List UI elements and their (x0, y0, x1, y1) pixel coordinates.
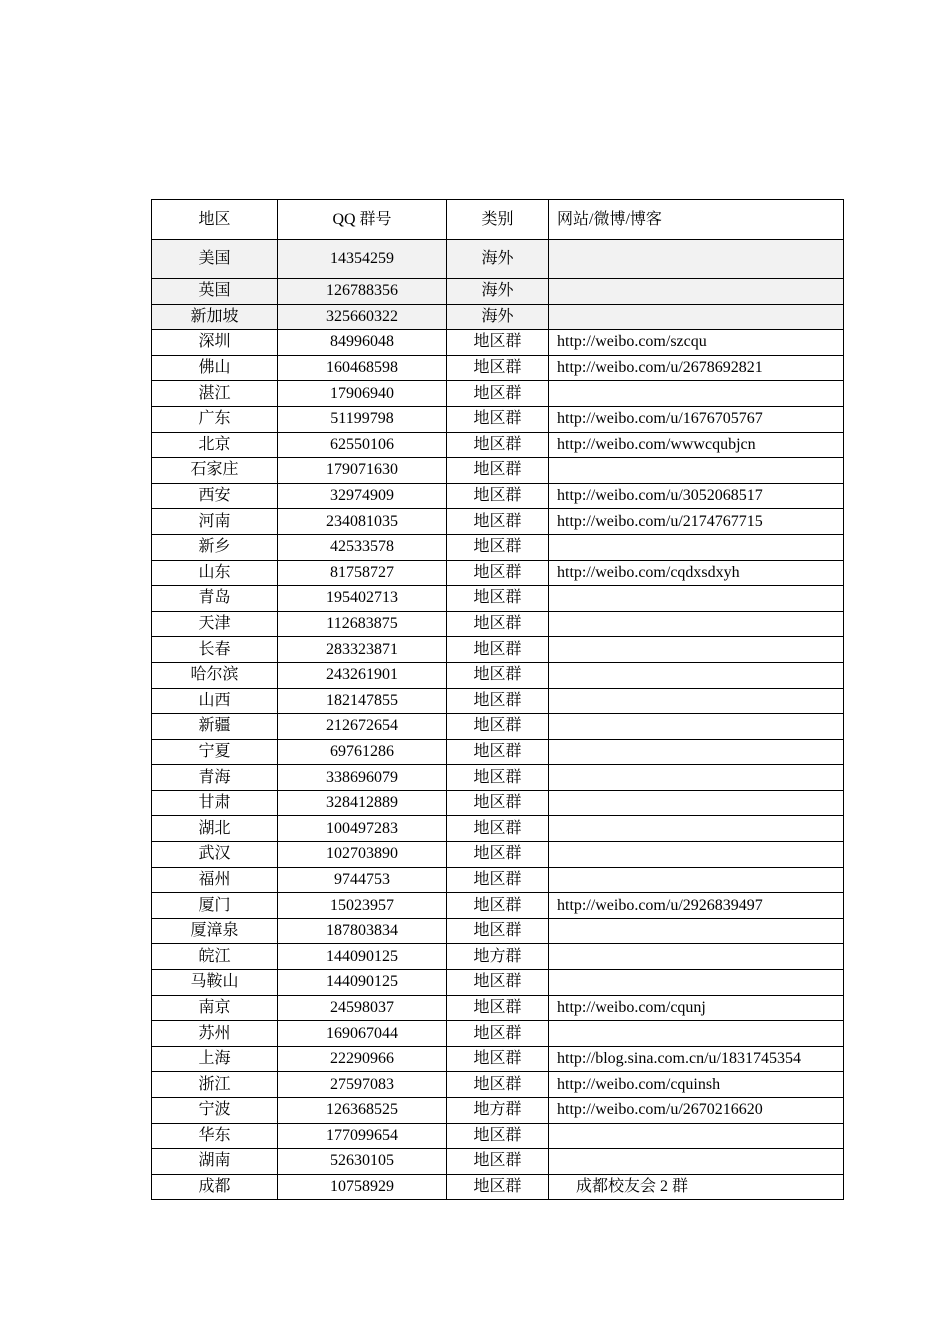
cell-website (549, 662, 844, 688)
cell-qq-group: 283323871 (278, 637, 447, 663)
table-row (152, 1123, 844, 1149)
cell-qq-group: 42533578 (278, 534, 447, 560)
cell-category: 地区群 (447, 995, 549, 1021)
cell-region: 山东 (152, 560, 278, 586)
table-row (152, 765, 844, 791)
cell-website (549, 611, 844, 637)
cell-category: 地区群 (447, 1072, 549, 1098)
cell-website (549, 240, 844, 279)
cell-qq-group: 160468598 (278, 355, 447, 381)
cell-region: 新疆 (152, 714, 278, 740)
cell-region: 河南 (152, 509, 278, 535)
cell-qq-group: 325660322 (278, 304, 447, 330)
cell-website (549, 944, 844, 970)
cell-qq-group: 17906940 (278, 381, 447, 407)
cell-qq-group: 102703890 (278, 842, 447, 868)
cell-website (549, 688, 844, 714)
cell-region: 皖江 (152, 944, 278, 970)
cell-website (549, 867, 844, 893)
cell-qq-group: 27597083 (278, 1072, 447, 1098)
table-row (152, 483, 844, 509)
cell-qq-group: 243261901 (278, 662, 447, 688)
cell-website (549, 714, 844, 740)
cell-region: 甘肃 (152, 790, 278, 816)
cell-qq-group: 195402713 (278, 586, 447, 612)
cell-qq-group: 52630105 (278, 1149, 447, 1175)
cell-category: 地区群 (447, 1021, 549, 1047)
cell-category: 地区群 (447, 1149, 549, 1175)
cell-qq-group: 10758929 (278, 1174, 447, 1200)
cell-website (549, 765, 844, 791)
cell-website (549, 816, 844, 842)
header-qq-group: QQ 群号 (278, 200, 447, 240)
cell-region: 英国 (152, 279, 278, 305)
table-row (152, 1072, 844, 1098)
cell-qq-group: 126368525 (278, 1098, 447, 1124)
cell-region: 青岛 (152, 586, 278, 612)
cell-qq-group: 51199798 (278, 406, 447, 432)
cell-region: 浙江 (152, 1072, 278, 1098)
table-row (152, 970, 844, 996)
cell-website (549, 279, 844, 305)
cell-category: 地区群 (447, 918, 549, 944)
table-row (152, 1174, 844, 1200)
cell-region: 华东 (152, 1123, 278, 1149)
cell-category: 地区群 (447, 458, 549, 484)
table-row (152, 406, 844, 432)
cell-qq-group: 22290966 (278, 1046, 447, 1072)
table-row (152, 304, 844, 330)
cell-region: 南京 (152, 995, 278, 1021)
cell-region: 宁夏 (152, 739, 278, 765)
cell-category: 地区群 (447, 509, 549, 535)
table-row (152, 458, 844, 484)
cell-region: 新乡 (152, 534, 278, 560)
cell-website: http://weibo.com/u/2670216620 (549, 1098, 844, 1124)
cell-region: 马鞍山 (152, 970, 278, 996)
cell-category: 地区群 (447, 611, 549, 637)
cell-category: 地区群 (447, 790, 549, 816)
cell-qq-group: 144090125 (278, 970, 447, 996)
cell-category: 地区群 (447, 662, 549, 688)
cell-category: 地区群 (447, 842, 549, 868)
cell-category: 地区群 (447, 560, 549, 586)
cell-website (549, 1123, 844, 1149)
cell-website (549, 534, 844, 560)
cell-category: 地区群 (447, 714, 549, 740)
cell-website: 成都校友会 2 群 (549, 1174, 844, 1200)
cell-qq-group: 9744753 (278, 867, 447, 893)
cell-category: 地区群 (447, 586, 549, 612)
cell-region: 湖北 (152, 816, 278, 842)
cell-website (549, 637, 844, 663)
table-row (152, 279, 844, 305)
table-row (152, 739, 844, 765)
cell-category: 地区群 (447, 381, 549, 407)
cell-website (549, 586, 844, 612)
table-row (152, 688, 844, 714)
cell-qq-group: 338696079 (278, 765, 447, 791)
cell-region: 天津 (152, 611, 278, 637)
cell-region: 佛山 (152, 355, 278, 381)
cell-category: 地方群 (447, 1098, 549, 1124)
cell-qq-group: 187803834 (278, 918, 447, 944)
qq-group-table (151, 199, 844, 1200)
header-website: 网站/微博/博客 (549, 200, 844, 240)
cell-category: 海外 (447, 240, 549, 279)
cell-qq-group: 84996048 (278, 330, 447, 356)
table-row (152, 842, 844, 868)
table-row (152, 637, 844, 663)
cell-category: 地区群 (447, 637, 549, 663)
table-row (152, 534, 844, 560)
table-row (152, 867, 844, 893)
cell-region: 武汉 (152, 842, 278, 868)
header-region: 地区 (152, 200, 278, 240)
cell-region: 湖南 (152, 1149, 278, 1175)
cell-website (549, 1021, 844, 1047)
cell-qq-group: 69761286 (278, 739, 447, 765)
cell-category: 地区群 (447, 970, 549, 996)
table-row (152, 662, 844, 688)
cell-category: 地区群 (447, 355, 549, 381)
table-row (152, 611, 844, 637)
cell-category: 地区群 (447, 765, 549, 791)
table-row (152, 714, 844, 740)
table-row (152, 240, 844, 279)
cell-region: 深圳 (152, 330, 278, 356)
cell-website: http://weibo.com/wwwcqubjcn (549, 432, 844, 458)
cell-region: 湛江 (152, 381, 278, 407)
cell-website: http://weibo.com/u/2926839497 (549, 893, 844, 919)
cell-qq-group: 32974909 (278, 483, 447, 509)
cell-category: 地区群 (447, 867, 549, 893)
cell-qq-group: 24598037 (278, 995, 447, 1021)
cell-region: 上海 (152, 1046, 278, 1072)
table-row (152, 1098, 844, 1124)
cell-category: 地区群 (447, 739, 549, 765)
cell-qq-group: 212672654 (278, 714, 447, 740)
cell-website (549, 739, 844, 765)
cell-website (549, 970, 844, 996)
cell-region: 石家庄 (152, 458, 278, 484)
cell-category: 地方群 (447, 944, 549, 970)
table-row (152, 381, 844, 407)
cell-region: 苏州 (152, 1021, 278, 1047)
table-row (152, 1149, 844, 1175)
cell-region: 成都 (152, 1174, 278, 1200)
cell-region: 西安 (152, 483, 278, 509)
cell-qq-group: 100497283 (278, 816, 447, 842)
cell-qq-group: 234081035 (278, 509, 447, 535)
cell-qq-group: 14354259 (278, 240, 447, 279)
table-row (152, 995, 844, 1021)
cell-website: http://weibo.com/cquinsh (549, 1072, 844, 1098)
cell-qq-group: 81758727 (278, 560, 447, 586)
cell-qq-group: 15023957 (278, 893, 447, 919)
cell-region: 宁波 (152, 1098, 278, 1124)
cell-category: 地区群 (447, 432, 549, 458)
table-row (152, 586, 844, 612)
cell-website (549, 842, 844, 868)
cell-website: http://weibo.com/u/2174767715 (549, 509, 844, 535)
cell-category: 地区群 (447, 1046, 549, 1072)
table-row (152, 330, 844, 356)
cell-website (549, 1149, 844, 1175)
cell-website (549, 304, 844, 330)
table-row (152, 1046, 844, 1072)
table-row (152, 944, 844, 970)
cell-qq-group: 169067044 (278, 1021, 447, 1047)
cell-website: http://weibo.com/u/2678692821 (549, 355, 844, 381)
cell-region: 厦漳泉 (152, 918, 278, 944)
cell-website: http://weibo.com/u/3052068517 (549, 483, 844, 509)
cell-website (549, 381, 844, 407)
cell-category: 地区群 (447, 483, 549, 509)
cell-category: 地区群 (447, 406, 549, 432)
cell-region: 青海 (152, 765, 278, 791)
cell-region: 长春 (152, 637, 278, 663)
table-row (152, 893, 844, 919)
cell-website (549, 918, 844, 944)
cell-category: 地区群 (447, 688, 549, 714)
cell-category: 地区群 (447, 330, 549, 356)
cell-category: 海外 (447, 279, 549, 305)
cell-region: 山西 (152, 688, 278, 714)
cell-website: http://weibo.com/u/1676705767 (549, 406, 844, 432)
cell-category: 地区群 (447, 816, 549, 842)
table-row (152, 918, 844, 944)
table-row (152, 509, 844, 535)
table-header-row (152, 200, 844, 240)
cell-qq-group: 179071630 (278, 458, 447, 484)
cell-region: 美国 (152, 240, 278, 279)
cell-region: 哈尔滨 (152, 662, 278, 688)
cell-website (549, 458, 844, 484)
table-row (152, 816, 844, 842)
cell-qq-group: 144090125 (278, 944, 447, 970)
cell-category: 地区群 (447, 1174, 549, 1200)
cell-website: http://weibo.com/szcqu (549, 330, 844, 356)
cell-qq-group: 126788356 (278, 279, 447, 305)
cell-qq-group: 182147855 (278, 688, 447, 714)
cell-website: http://weibo.com/cqdxsdxyh (549, 560, 844, 586)
cell-website (549, 790, 844, 816)
table-row (152, 560, 844, 586)
cell-category: 海外 (447, 304, 549, 330)
cell-website: http://blog.sina.com.cn/u/1831745354 (549, 1046, 844, 1072)
cell-category: 地区群 (447, 893, 549, 919)
cell-website: http://weibo.com/cqunj (549, 995, 844, 1021)
cell-qq-group: 112683875 (278, 611, 447, 637)
cell-category: 地区群 (447, 1123, 549, 1149)
header-category: 类别 (447, 200, 549, 240)
cell-qq-group: 177099654 (278, 1123, 447, 1149)
table-body (152, 240, 844, 1200)
table-row (152, 355, 844, 381)
table-row (152, 432, 844, 458)
table-row (152, 790, 844, 816)
cell-region: 广东 (152, 406, 278, 432)
table-row (152, 1021, 844, 1047)
cell-region: 新加坡 (152, 304, 278, 330)
cell-qq-group: 328412889 (278, 790, 447, 816)
cell-region: 北京 (152, 432, 278, 458)
cell-region: 福州 (152, 867, 278, 893)
cell-category: 地区群 (447, 534, 549, 560)
cell-qq-group: 62550106 (278, 432, 447, 458)
cell-region: 厦门 (152, 893, 278, 919)
